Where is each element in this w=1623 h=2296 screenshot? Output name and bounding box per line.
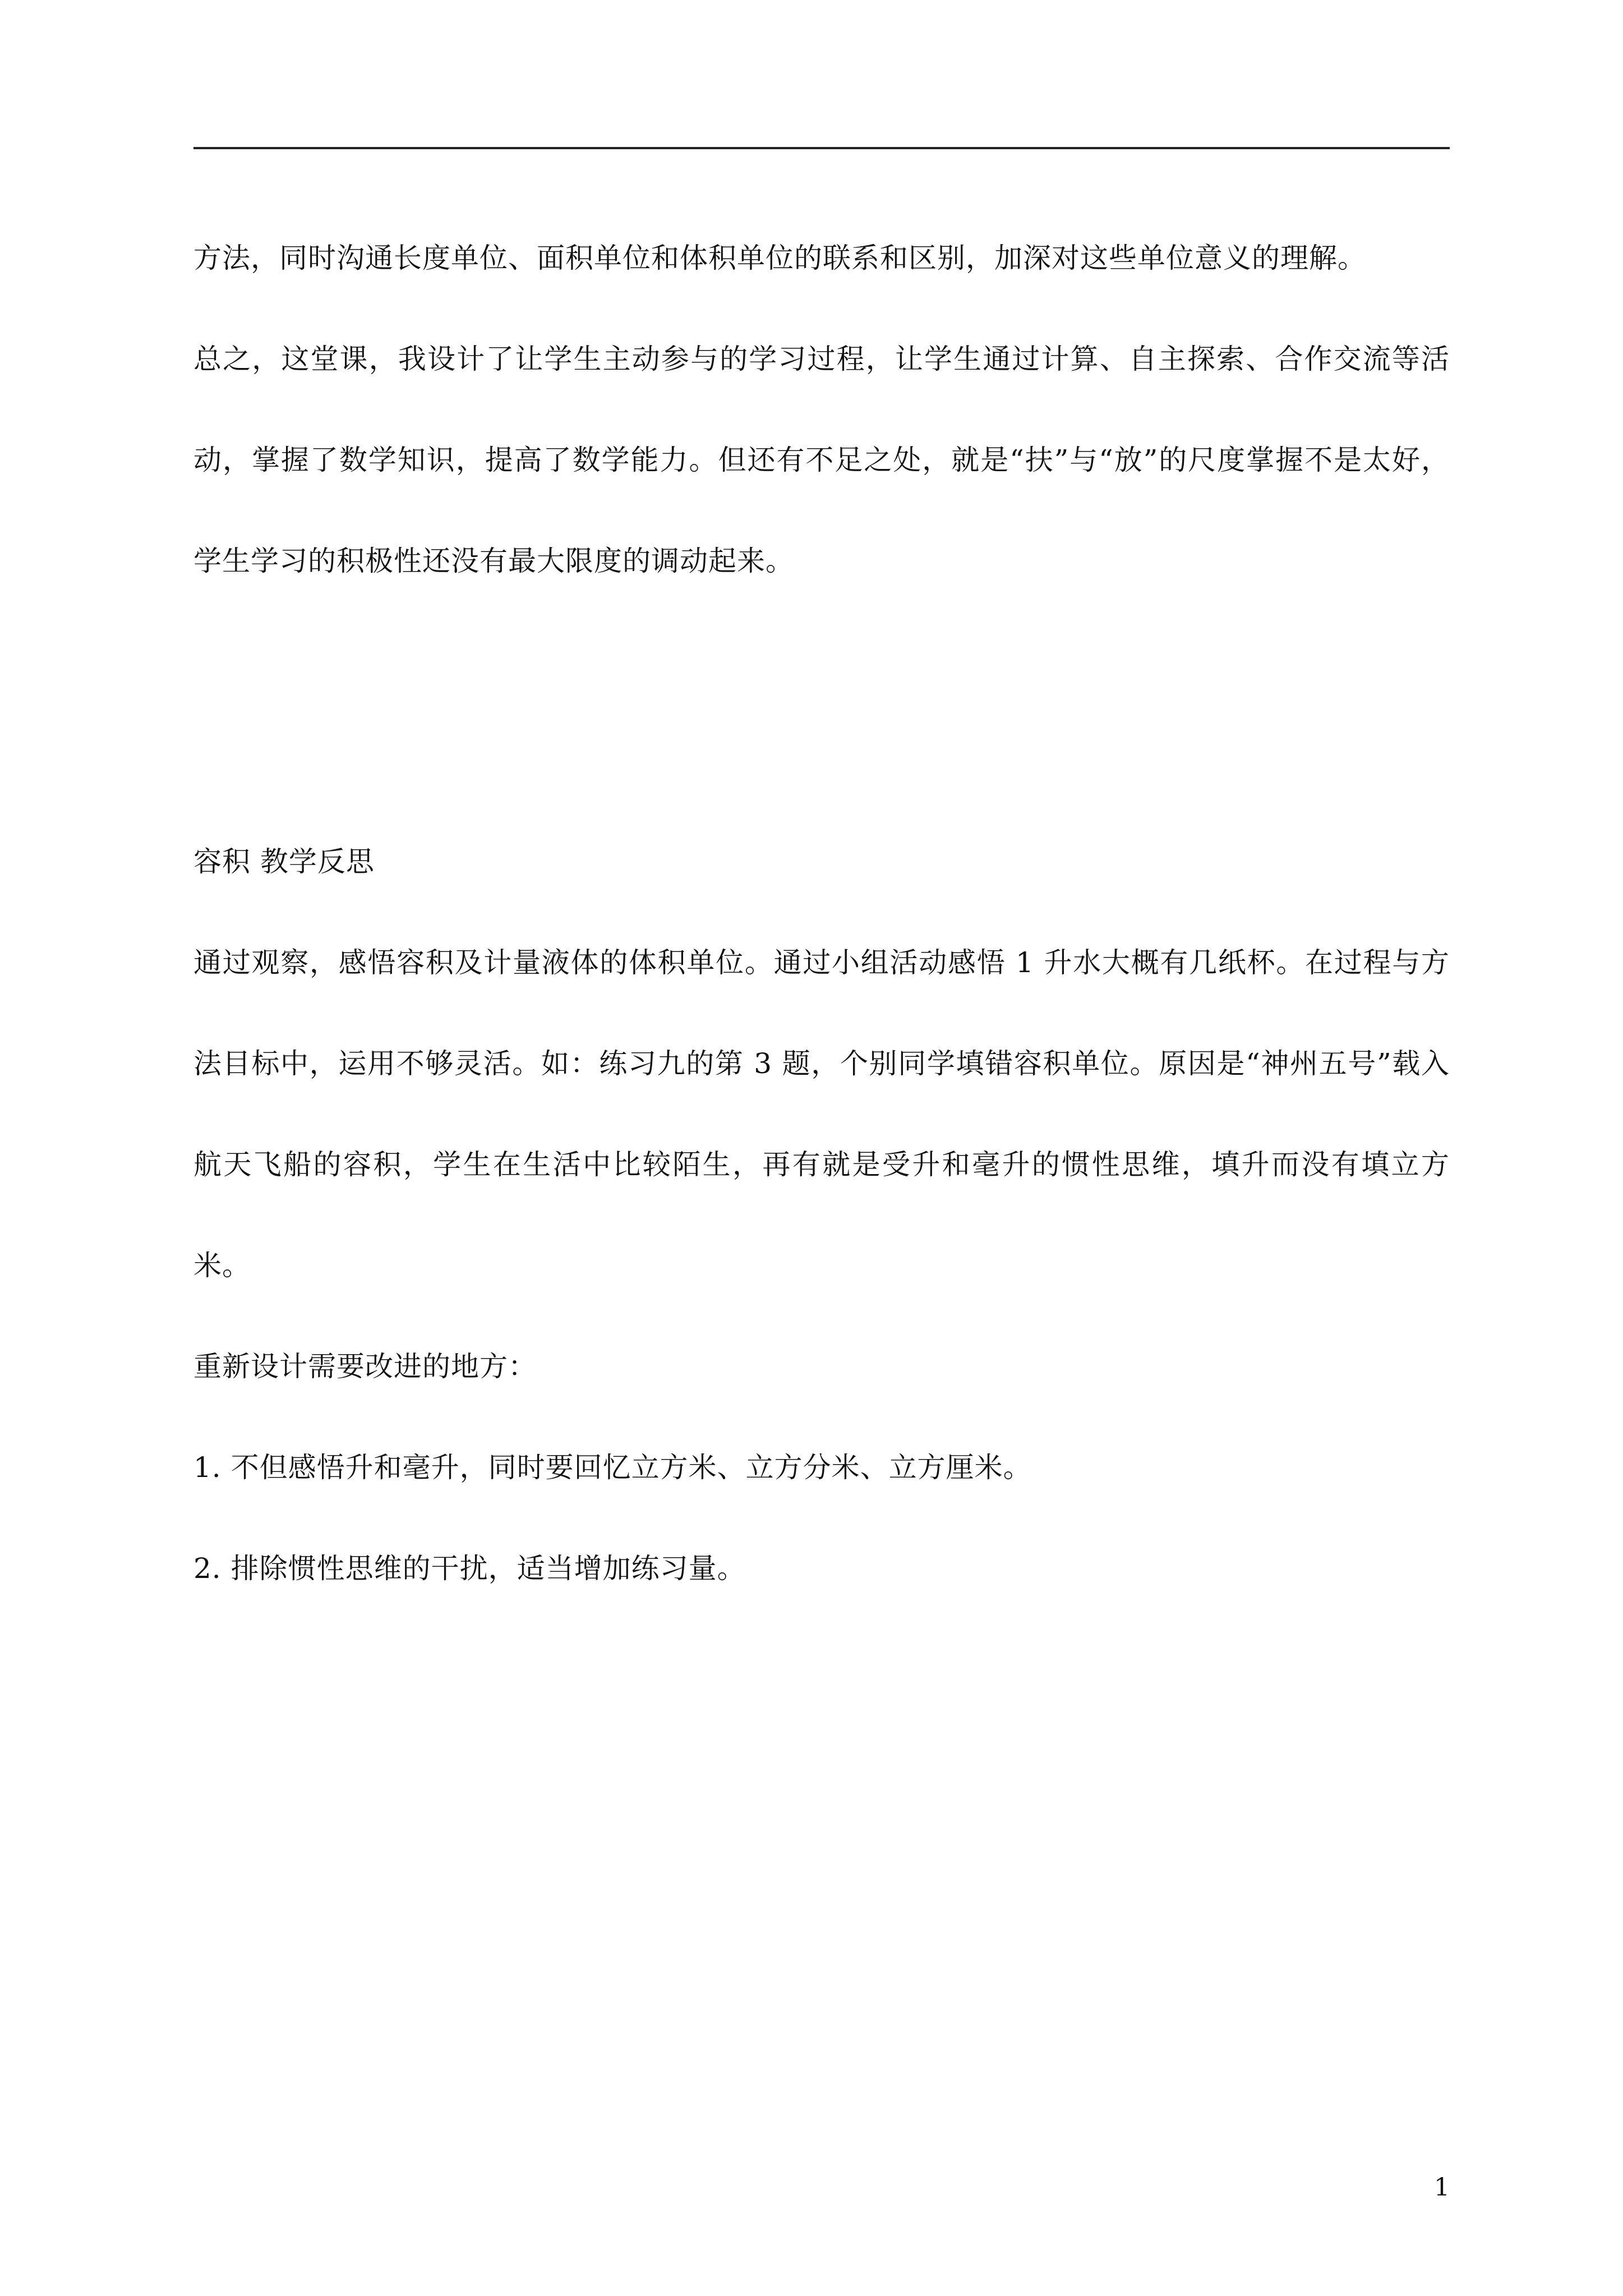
header-rule	[193, 147, 1450, 149]
page-number: 1	[1434, 2173, 1450, 2202]
section-title: 容积 教学反思	[193, 845, 375, 878]
list-item-2: 2. 排除惯性思维的干扰，适当增加练习量。	[193, 1552, 746, 1585]
paragraph-redesign-heading: 重新设计需要改进的地方：	[193, 1350, 537, 1383]
list-item-1: 1. 不但感悟升和毫升，同时要回忆立方米、立方分米、立方厘米。	[193, 1451, 1032, 1484]
document-body	[193, 208, 1450, 1619]
paragraph-units-method: 方法，同时沟通长度单位、面积单位和体积单位的联系和区别，加深对这些单位意义的理解。	[193, 242, 1366, 274]
paragraph-observation: 通过观察，感悟容积及计量液体的体积单位。通过小组活动感悟 1 升水大概有几纸杯。在过程与方法目标中，运用不够灵活。如：练习九的第 3 题，个别同学填错容积单位。原因是“神州五号”载入航天飞船的容积，学生在生活中比较陌生，再有就是受升和毫升的惯性思维，填升而没有填立方米。	[193, 946, 1450, 1282]
paragraph-summary: 总之，这堂课，我设计了让学生主动参与的学习过程，让学生通过计算、自主探索、合作交流等活动，掌握了数学知识，提高了数学能力。但还有不足之处，就是“扶”与“放”的尺度掌握不是太好，学生学习的积极性还没有最大限度的调动起来。	[193, 343, 1450, 577]
